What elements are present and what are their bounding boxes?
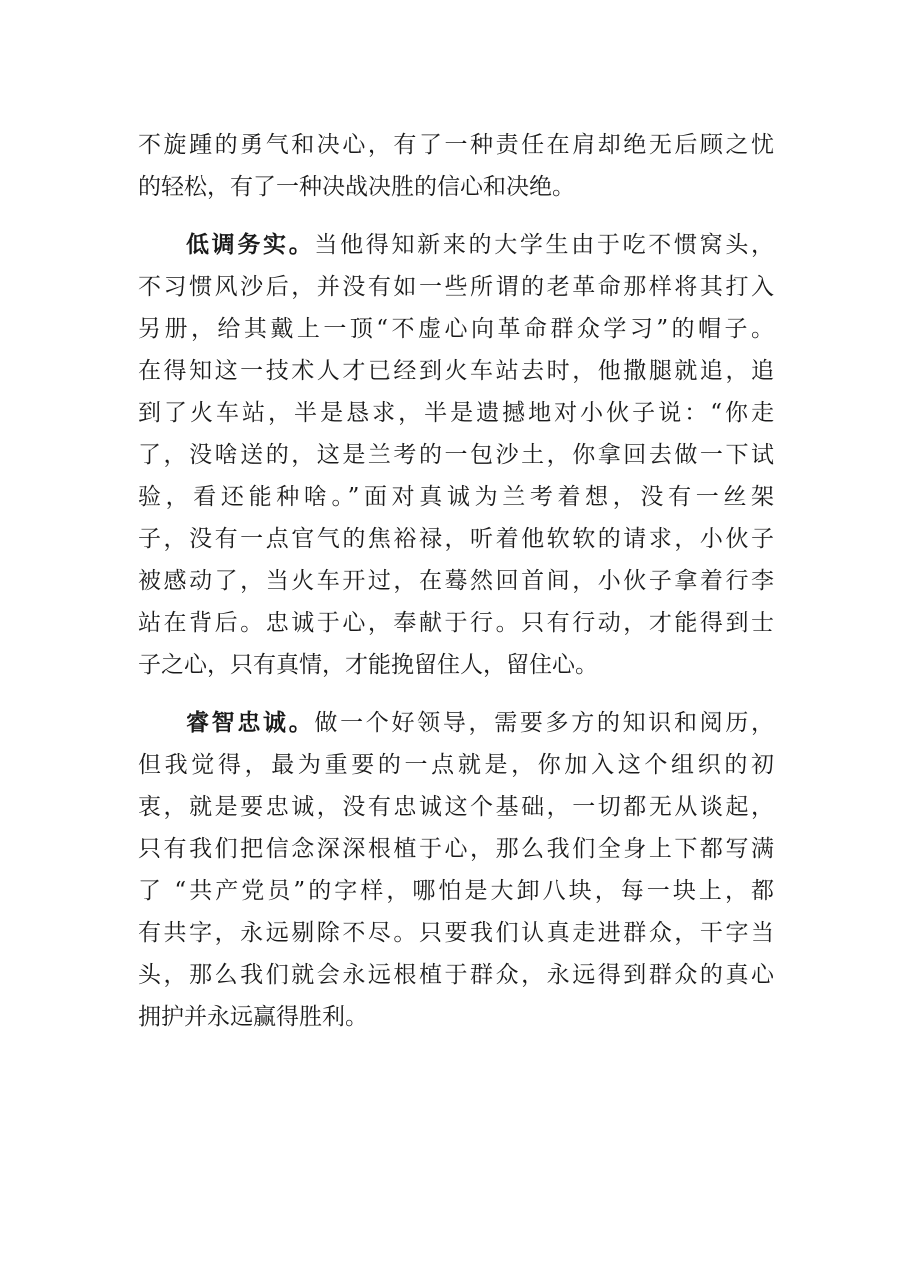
paragraph-low-key-pragmatic <box>138 224 774 686</box>
text-line: 了 “共产党员”的字样，哪怕是大卸八块，每一块上，都 <box>138 878 774 904</box>
paragraph-continuation <box>138 124 774 208</box>
text-line: 在得知这一技术人才已经到火车站去时，他撒腿就追，追 <box>138 358 774 384</box>
text-line: 衷，就是要忠诚，没有忠诚这个基础，一切都无从谈起， <box>138 794 774 820</box>
paragraph-heading: 睿智忠诚。 <box>186 709 315 736</box>
text-line: 的轻松，有了一种决战决胜的信心和决绝。 <box>138 174 575 200</box>
text-line: 头，那么我们就会永远根植于群众，永远得到群众的真心 <box>138 962 774 988</box>
paragraph-first-line <box>138 224 774 266</box>
text-line: 被感动了，当火车开过，在蓦然回首间，小伙子拿着行李 <box>138 568 774 594</box>
document-page <box>138 124 774 1038</box>
paragraph-first-line <box>138 702 774 744</box>
text-line: 另册，给其戴上一顶“不虚心向革命群众学习”的帽子。 <box>138 316 774 342</box>
text-line: 不旋踵的勇气和决心，有了一种责任在肩却绝无后顾之忧 <box>138 132 774 158</box>
text-line: 了，没啥送的，这是兰考的一包沙土，你拿回去做一下试 <box>138 442 774 468</box>
text-line: 但我觉得，最为重要的一点就是，你加入这个组织的初 <box>138 752 774 778</box>
text-line: 站在背后。忠诚于心，奉献于行。只有行动，才能得到士 <box>138 610 774 636</box>
text-line: 子，没有一点官气的焦裕禄，听着他软软的请求，小伙子 <box>138 526 774 552</box>
text-line: 有共字，永远剔除不尽。只要我们认真走进群众，干字当 <box>138 920 774 946</box>
text-line: 子之心，只有真情，才能挽留住人，留住心。 <box>138 652 598 678</box>
text-line: 到了火车站，半是恳求，半是遗撼地对小伙子说：“你走 <box>138 400 774 426</box>
text-line: 拥护并永远赢得胜利。 <box>138 1004 368 1030</box>
text-line: 只有我们把信念深深根植于心，那么我们全身上下都写满 <box>138 836 774 862</box>
text-segment: 做一个好领导，需要多方的知识和阅历， <box>314 710 775 736</box>
text-segment: 当他得知新来的大学生由于吃不惯窝头， <box>314 232 775 258</box>
text-line: 不习惯风沙后，并没有如一些所谓的老革命那样将其打入 <box>138 274 774 300</box>
paragraph-wise-loyal <box>138 702 774 1038</box>
paragraph-heading: 低调务实。 <box>186 231 315 258</box>
text-line: 验，看还能种啥。”面对真诚为兰考着想，没有一丝架 <box>138 484 774 510</box>
